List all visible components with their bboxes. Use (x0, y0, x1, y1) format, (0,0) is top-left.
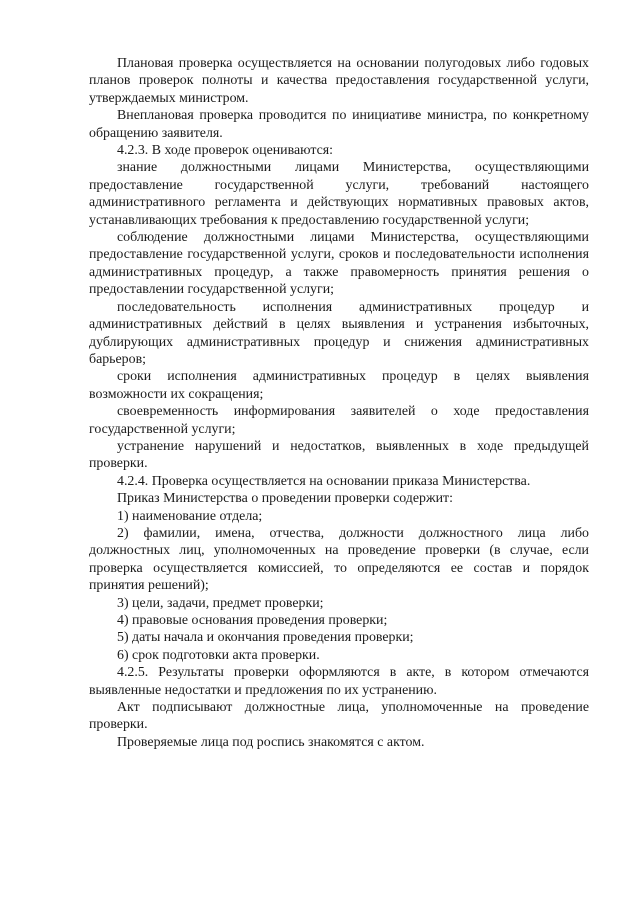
paragraph-compliance-with-deadlines: соблюдение должностными лицами Министерства, осуществляющими предоставление государственной услуги, сроков и последовательности исполнения административных процедур, а также правомерность принятия решения о предоставлении государственной услуги; (89, 230, 589, 298)
list-item-department-name: 1) наименование отдела; (117, 508, 263, 524)
paragraph-elimination-of-violations: устранение нарушений и недостатков, выявленных в ходе предыдущей проверки. (89, 438, 589, 472)
list-item-goals-tasks: 3) цели, задачи, предмет проверки; (117, 595, 324, 611)
paragraph-sequence-of-procedures: последовательность исполнения административных процедур и административных действий в целях выявления и устранения избыточных, дублирующих административных процедур и снижения административных барьеров; (89, 299, 589, 367)
list-item-authorized-persons: 2) фамилии, имена, отчества, должности должностного лица либо должностных лиц, уполномоченных на проведение проверки (в случае, если проверка осуществляется комиссией, то определяются ее состав и порядок принятия решений); (89, 525, 589, 594)
paragraph-order-contents: Приказ Министерства о проведении проверки содержит: (117, 491, 453, 507)
paragraph-unplanned-inspection: Внеплановая проверка проводится по инициативе министра, по конкретному обращению заявителя. (89, 108, 589, 141)
paragraph-4-2-3-heading: 4.2.3. В ходе проверок оцениваются: (117, 143, 334, 159)
paragraph-procedure-terms: сроки исполнения административных процедур в целях выявления возможности их сокращения; (89, 369, 589, 402)
paragraph-4-2-5-results: 4.2.5. Результаты проверки оформляются в акте, в котором отмечаются выявленные недостатки и предложения по их устранению. (89, 665, 589, 698)
list-item-start-end-dates: 5) даты начала и окончания проведения проверки; (117, 630, 414, 646)
paragraph-timely-informing: своевременность информирования заявителей о ходе предоставления государственной услуги; (89, 404, 589, 437)
paragraph-act-acquaintance: Проверяемые лица под роспись знакомятся с актом. (117, 734, 425, 750)
document-body (89, 55, 589, 751)
paragraph-act-signing: Акт подписывают должностные лица, уполномоченные на проведение проверки. (89, 700, 589, 733)
paragraph-4-2-4-heading: 4.2.4. Проверка осуществляется на основании приказа Министерства. (117, 473, 531, 489)
paragraph-planned-inspection: Плановая проверка осуществляется на основании полугодовых либо годовых планов проверок полноты и качества предоставления государственной услуги, утверждаемых министром. (89, 56, 589, 106)
list-item-act-deadline: 6) срок подготовки акта проверки. (117, 647, 320, 663)
list-item-legal-grounds: 4) правовые основания проведения проверки; (117, 613, 388, 628)
paragraph-knowledge-of-requirements: знание должностными лицами Министерства, осуществляющими предоставление государственной услуги, требований настоящего административного регламента и действующих нормативных правовых актов, устанавливающих требования к предоставлению государственной услуги; (89, 160, 589, 228)
